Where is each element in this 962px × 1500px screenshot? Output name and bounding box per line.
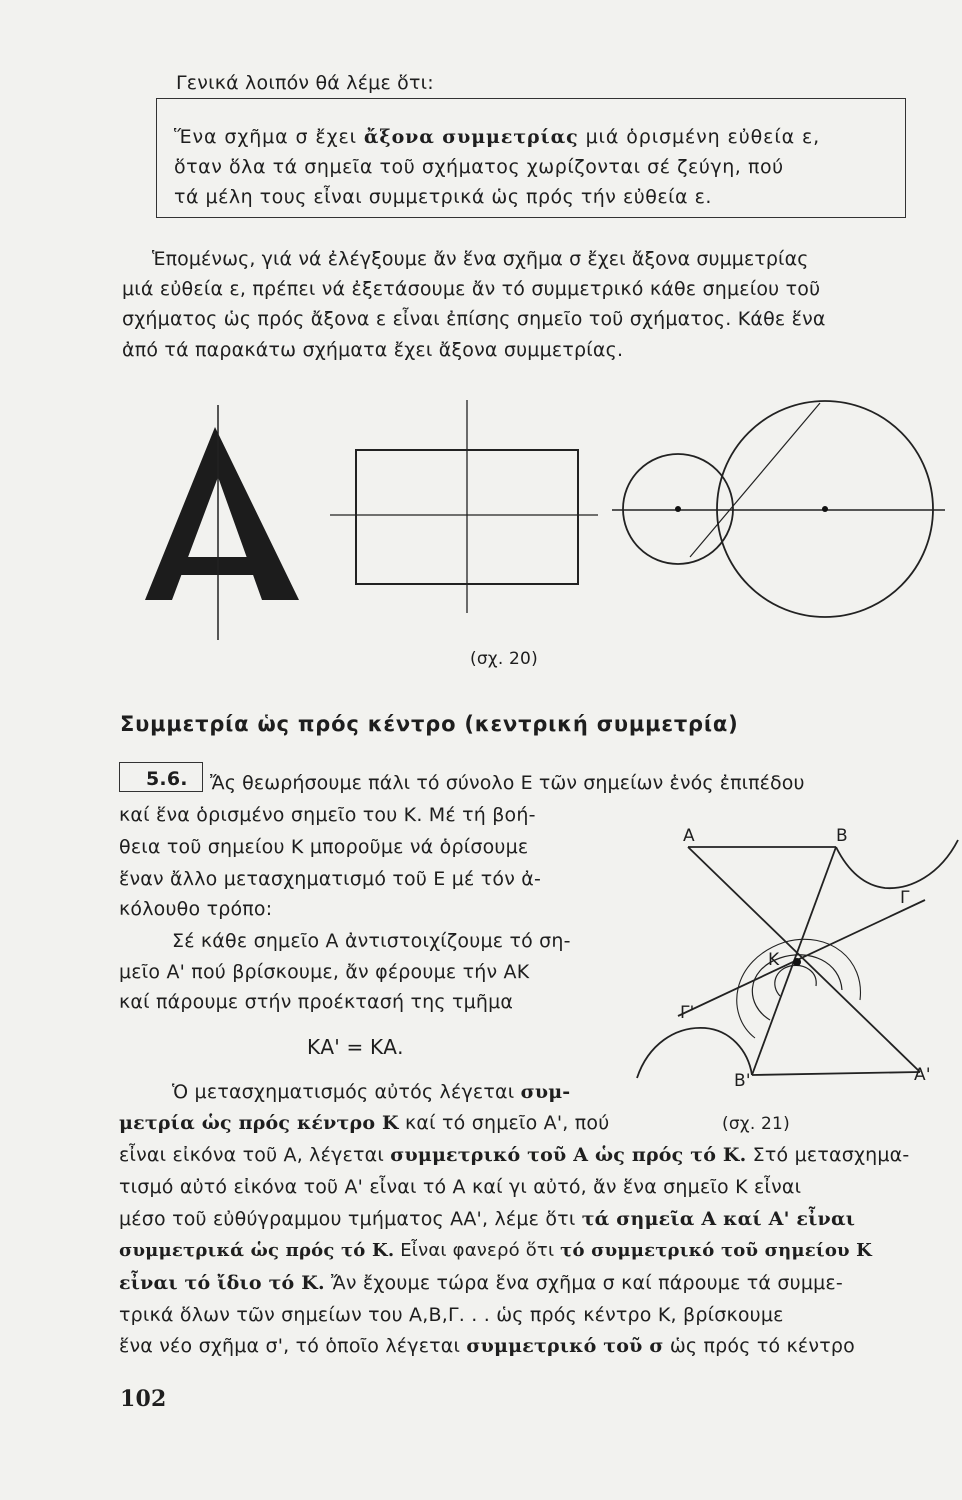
definition-line-2: ὅταν ὅλα τά σημεῖα τοῦ σχήματος χωρίζονται σέ ζεύγη, πού — [174, 156, 784, 178]
figure-20-caption: (σχ. 20) — [470, 649, 538, 669]
rectangle-figure — [330, 400, 598, 613]
fig21-label-g1: Γ' — [680, 1003, 695, 1023]
letter-a-figure — [145, 405, 299, 640]
paragraph-2-line-5: κόλουθο τρόπο: — [119, 898, 273, 920]
paragraph-1-line-2: μιά εὐθεία ε, πρέπει νά ἐξετάσουμε ἄν τό συμμετρικό κάθε σημείου τοῦ — [122, 278, 821, 300]
paragraph-4-line-4: τισμό αὐτό εἰκόνα τοῦ Α' εἶναι τό Α καί γι αὐτό, ἄν ἕνα σημεῖο Κ εἶναι — [119, 1176, 802, 1198]
paragraph-2-line-2: καί ἕνα ὁρισμένο σημεῖο του Κ. Μέ τή βοή- — [119, 804, 536, 826]
fig21-label-b1: Β' — [734, 1071, 751, 1091]
figure-21-caption: (σχ. 21) — [722, 1114, 790, 1134]
paragraph-3-line-3: καί πάρουμε στήν προέκτασή της τμῆμα — [119, 991, 514, 1013]
paragraph-3-line-1: Σέ κάθε σημεῖο Α ἀντιστοιχίζουμε τό ση- — [172, 930, 571, 952]
section-number: 5.6. — [146, 768, 188, 790]
paragraph-4-line-6: συμμετρικά ὡς πρός τό Κ. Εἶναι φανερό ὅτι τό συμμετρικό τοῦ σημείου Κ — [119, 1240, 873, 1261]
definition-line-3: τά μέλη τους εἶναι συμμετρικά ὡς πρός τήν εὐθεία ε. — [174, 186, 712, 208]
paragraph-4-line-3: εἶναι εἰκόνα τοῦ Α, λέγεται συμμετρικό τοῦ Α ὡς πρός τό Κ. Στό μετασχημα- — [119, 1144, 910, 1166]
paragraph-4-line-2: μετρία ὡς πρός κέντρο Κ καί τό σημεῖο Α', πού — [119, 1112, 610, 1134]
two-circles-figure — [612, 401, 945, 617]
paragraph-2-line-4: ἕναν ἄλλο μετασχηματισμό τοῦ Ε μέ τόν ἀ- — [119, 868, 542, 890]
fig21-label-k: Κ — [768, 950, 780, 970]
paragraph-4-line-5: μέσο τοῦ εὐθύγραμμου τμήματος ΑΑ', λέμε ὅτι τά σημεῖα Α καί Α' εἶναι — [119, 1208, 856, 1230]
formula: ΚΑ' = ΚΑ. — [307, 1035, 404, 1059]
section-heading: Συμμετρία ὡς πρός κέντρο (κεντρική συμμετρία) — [120, 712, 739, 736]
paragraph-3-line-2: μεῖο Α' πού βρίσκουμε, ἄν φέρουμε τήν ΑΚ — [119, 961, 530, 983]
definition-line-1: Ἕνα σχῆμα σ ἔχει ἄξονα συμμετρίας μιά ὁρισμένη εὐθεία ε, — [174, 126, 821, 148]
fig21-label-b: Β — [836, 826, 848, 846]
paragraph-4-line-8: τρικά ὅλων τῶν σημείων του Α,Β,Γ. . . ὡς πρός κέντρο Κ, βρίσκουμε — [119, 1304, 784, 1326]
fig21-label-a: Α — [683, 826, 695, 846]
definition-term: ἄξονα συμμετρίας — [363, 126, 579, 148]
fig21-label-a1: Α' — [914, 1065, 931, 1085]
paragraph-2-line-1: Ἄς θεωρήσουμε πάλι τό σύνολο Ε τῶν σημείων ἑνός ἐπιπέδου — [210, 772, 805, 794]
paragraph-2-line-3: θεια τοῦ σημείου Κ μποροῦμε νά ὁρίσουμε — [119, 836, 529, 858]
paragraph-4-line-9: ἕνα νέο σχῆμα σ', τό ὁποῖο λέγεται συμμετρικό τοῦ σ ὡς πρός τό κέντρο — [119, 1335, 855, 1357]
figure-21 — [0, 800, 962, 1100]
page-number: 102 — [120, 1386, 167, 1412]
intro-text: Γενικά λοιπόν θά λέμε ὅτι: — [176, 72, 434, 94]
paragraph-4-line-1: Ὁ μετασχηματισμός αὐτός λέγεται συμ- — [172, 1081, 571, 1103]
paragraph-1-line-3: σχήματος ὡς πρός ἄξονα ε εἶναι ἐπίσης σημεῖο τοῦ σχήματος. Κάθε ἕνα — [122, 308, 826, 330]
fig21-label-g: Γ — [900, 888, 910, 908]
paragraph-4-line-7: εἶναι τό ἴδιο τό Κ. Ἄν ἔχουμε τώρα ἕνα σχῆμα σ καί πάρουμε τά συμμε- — [119, 1272, 843, 1294]
paragraph-1-line-4: ἀπό τά παρακάτω σχήματα ἔχει ἄξονα συμμετρίας. — [122, 339, 624, 361]
paragraph-1-line-1: Ἑπομένως, γιά νά ἐλέγξουμε ἄν ἕνα σχῆμα σ ἔχει ἄξονα συμμετρίας — [152, 248, 809, 270]
